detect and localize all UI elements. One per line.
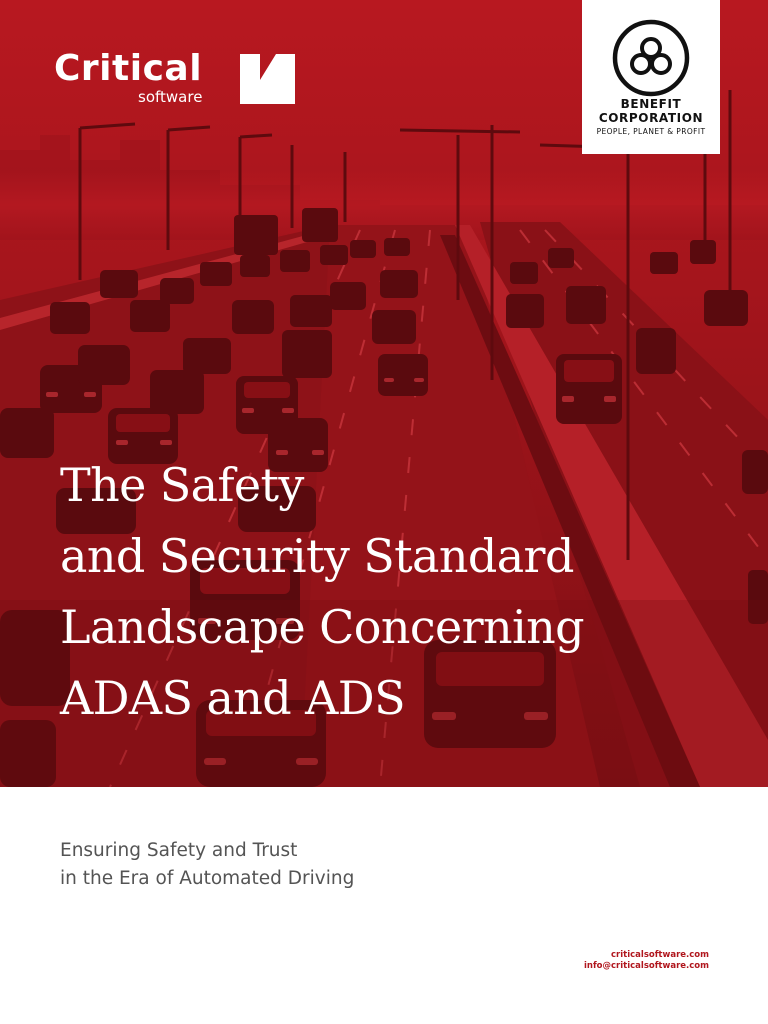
critical-software-logo-icon: [240, 54, 295, 104]
document-subtitle: [60, 837, 354, 893]
logo-wordmark: Critical: [54, 48, 203, 89]
subtitle-line: Ensuring Safety and Trust: [60, 840, 298, 861]
b-corp-label-benefit: BENEFIT: [620, 97, 682, 111]
contact-info: [584, 950, 709, 972]
subtitle-line: in the Era of Automated Driving: [60, 868, 355, 889]
website-link[interactable]: criticalsoftware.com: [611, 950, 709, 960]
b-corp-logo-icon: [611, 18, 691, 98]
email-link[interactable]: info@criticalsoftware.com: [584, 961, 709, 971]
title-line: ADAS and ADS: [60, 671, 405, 725]
b-corp-tagline: PEOPLE, PLANET & PROFIT: [596, 127, 706, 136]
title-line: The Safety: [60, 458, 304, 512]
title-line: and Security Standard: [60, 529, 574, 583]
document-title: [60, 450, 584, 734]
b-corp-label-corporation: CORPORATION: [598, 111, 704, 125]
b-corp-badge: [582, 0, 720, 154]
title-line: Landscape Concerning: [60, 600, 585, 654]
logo-subtitle: software: [138, 88, 203, 106]
